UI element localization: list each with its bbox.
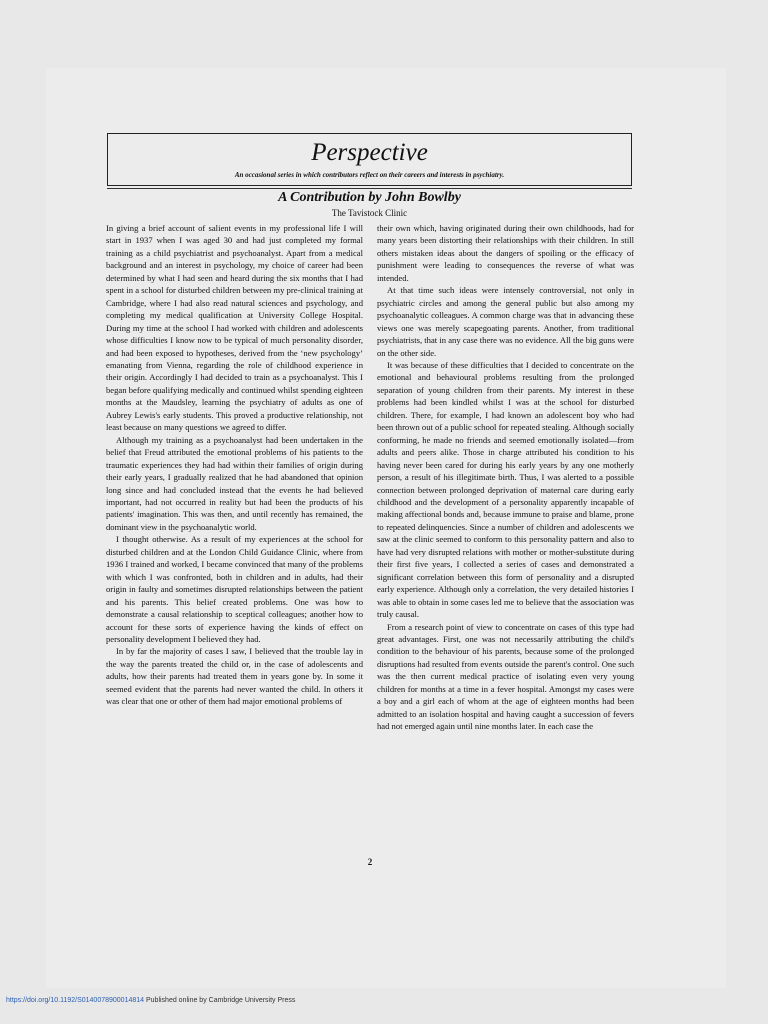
paragraph: It was because of these difficulties that I decided to concentrate on the emotional and behavioural problems resulting from the prolonged separation of young children from their parents. My interest in these problems had been kindled whilst I was at the school for disturbed children. There, for example, I had known an adolescent boy who had been thrown out of a public school for repeated stealing. Although socially conforming, he made no friends and seemed emotionally isolated—from adults and peers alike. Those in charge attributed his condition to his having never been cared for during his early years by any one motherly person, a result of his illegitimate birth. Thus, I was alerted to a possible connection between prolonged deprivation of maternal care during early childhood and the development of a personality apparently incapable of making affectional bonds and, because immune to praise and blame, prone to repeated delinquencies. Since a number of children and adolescents we saw at the clinic seemed to conform to this personality pattern and also to have had very disrupted relations with mother or mother-substitute during their first five years, I collected a series of cases and demonstrated a significant correlation between this form of personality and a disrupted early experience. Although only a correlation, the very detailed histories I was able to obtain in some cases led me to believe that the association was truly causal. xyxy=(377,359,634,620)
right-column xyxy=(377,222,634,733)
left-column xyxy=(106,222,363,708)
paragraph: In by far the majority of cases I saw, I believed that the trouble lay in the way the parents treated the child or, in the case of adolescents and adults, how their parents had treated them in years gone by. In some it seemed evident that the parents had never wanted the child. In others it was clear that one or other of them had major emotional problems of xyxy=(106,646,363,707)
publisher-note: Published online by Cambridge University Press xyxy=(144,997,296,1004)
paragraph: I thought otherwise. As a result of my experiences at the school for disturbed children and at the London Child Guidance Clinic, where from 1936 I trained and worked, I became convinced that many of the problems with which I was confronted, both in children and in adults, had their origin in faulty and sometimes disrupted relationships between the patient and his parents. This belief created problems. One was how to demonstrate a causal relationship to sceptical colleagues; another how to account for these sorts of experience having the kinds of effect on personality development I believed they had. xyxy=(106,534,363,644)
paragraph: In giving a brief account of salient events in my professional life I will start in 1937 when I was aged 30 and had just completed my formal training as a child psychiatrist and psychoanalyst. Apart from a medical background and an interest in psychology, my choice of career had been determined by what I had seen and heard during the six months that I had spent in a school for disturbed children between my pre-clinical training at Cambridge, where I had also read natural sciences and psychology, and completing my medical qualification at University College Hospital. During my time at the school I had worked with children and adolescents whose difficulties I know now to be typical of much personality disorder, and had been exposed to hypotheses, derived from the ‘new psychology’ emanating from Vienna, regarding the role of childhood experience in their origin. Accordingly I had decided to train as a psychoanalyst. This I began before qualifying medically and continued whilst spending eighteen months at the Maudsley, learning the psychiatry of adults as one of Aubrey Lewis's early students. This proved a productive relationship, not least because on many questions we agreed to differ. xyxy=(106,223,363,433)
series-subtitle: An occasional series in which contributors reflect on their careers and interests in psychiatry. xyxy=(234,171,505,179)
doi-link[interactable]: https://doi.org/10.1192/S0140078900014814 xyxy=(6,997,145,1004)
series-header-box xyxy=(107,133,632,186)
paragraph: At that time such ideas were intensely controversial, not only in psychiatric circles and among the general public but also among my psychoanalytic colleagues. A common charge was that in advancing these views one was merely scapegoating parents. Another, from traditional psychiatrists, that in any case there was no evidence. All the big guns were on the other side. xyxy=(377,285,634,358)
paragraph: their own which, having originated during their own childhoods, had for many years been distorting their relationships with their children. In still others mistaken ideas about the dangers of spoiling or the efficacy of punishment were leading to consequences the reverse of what was intended. xyxy=(377,223,634,283)
series-title: Perspective xyxy=(311,139,428,166)
footer xyxy=(6,997,295,1004)
page-number: 2 xyxy=(367,857,373,867)
paragraph: Although my training as a psychoanalyst had been undertaken in the belief that Freud attributed the emotional problems of his patients to the traumatic experiences they had had within their families of origin during their early years, I gradually realized that he had abandoned that opinion long since and had concluded instead that the events he had believed important, had not occurred in reality but had been the products of his patients' imagination. This was then, and until recently has remained, the dominant view in the psychoanalytic world. xyxy=(106,434,363,532)
author-affiliation: The Tavistock Clinic xyxy=(331,208,408,218)
article-title: A Contribution by John Bowlby xyxy=(278,190,461,205)
paragraph: From a research point of view to concentrate on cases of this type had great advantages. First, one was not necessarily attributing the child's condition to the behaviour of his parents, because some of the prolonged disruptions had resulted from events outside the parent's control. One such was the then current medical practice of isolating even very young children for months at a time in a fever hospital. Amongst my cases were a boy and a girl each of whom at the age of eighteen months had been admitted to an isolation hospital and having caught a succession of fevers had not emerged again until nine months later. In each case the xyxy=(377,621,634,732)
